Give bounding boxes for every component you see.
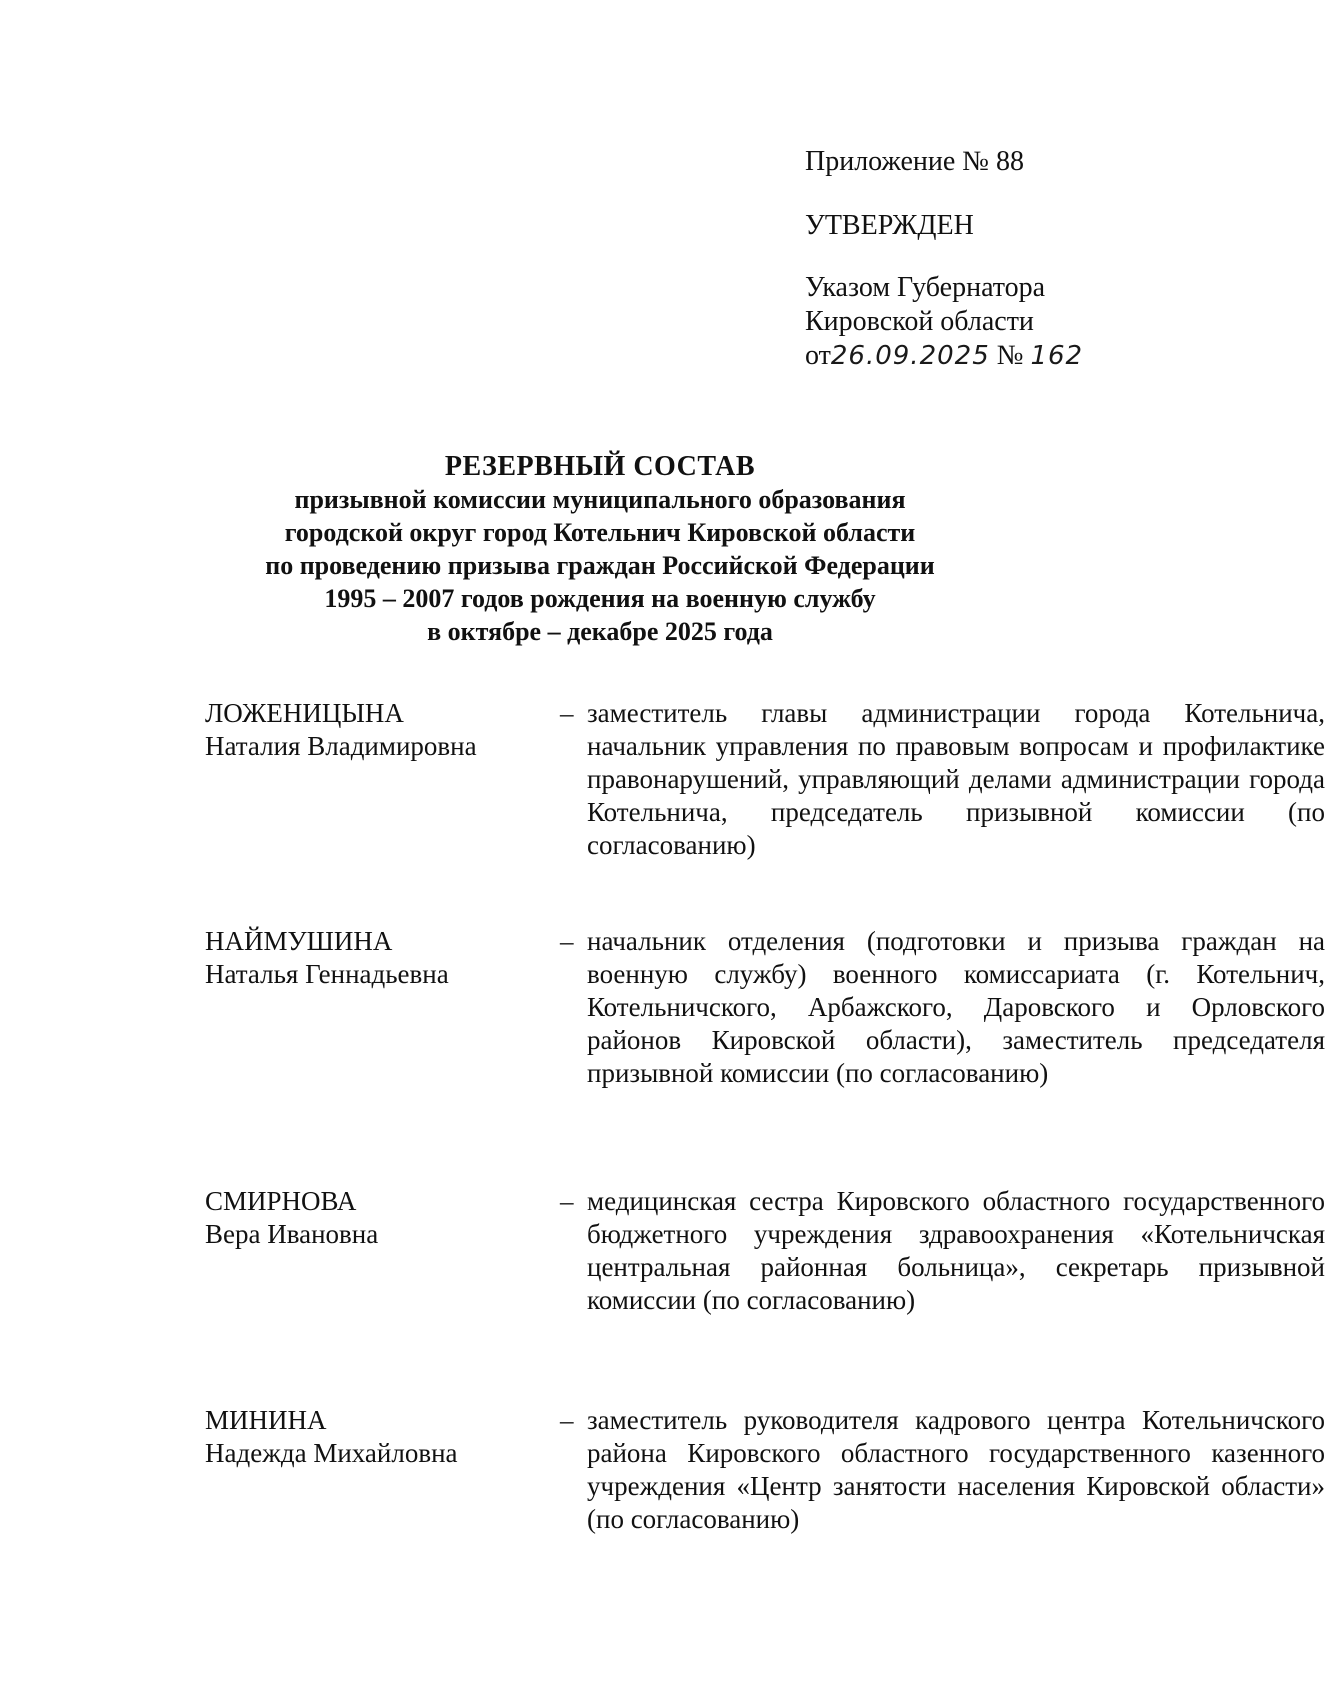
dash-separator: – <box>560 1186 574 1216</box>
title-line-3: по проведению призыва граждан Российской Федерации <box>265 551 935 580</box>
appendix-number: Приложение № 88 <box>805 146 1024 177</box>
member-surname: НАЙМУШИНА <box>205 926 393 956</box>
document-title <box>160 450 1040 648</box>
member-name <box>205 925 535 991</box>
dash-separator: – <box>560 698 574 728</box>
member-given-names: Вера Ивановна <box>205 1219 379 1249</box>
number-prefix: № <box>989 340 1031 371</box>
member-name <box>205 1185 535 1251</box>
member-name <box>205 1404 535 1470</box>
date-prefix: от <box>805 340 831 371</box>
member-surname: МИНИНА <box>205 1405 327 1435</box>
member-role: начальник отделения (подготовки и призыва граждан на военную службу) военного комиссариата (г. Котельнич, Котельничского, Арбажского, Даровского и Орловского районов Кировской области), заместитель председателя призывной комиссии (по согласованию) <box>587 926 1325 1088</box>
title-line-2: городской округ город Котельнич Кировской области <box>284 518 916 547</box>
approved-label: УТВЕРЖДЕН <box>805 210 974 241</box>
decree-line-1: Указом Губернатора <box>805 272 1046 303</box>
member-given-names: Наталия Владимировна <box>205 731 477 761</box>
title-line-5: в октябре – декабре 2025 года <box>427 617 773 646</box>
member-surname: СМИРНОВА <box>205 1186 357 1216</box>
approval-block <box>805 145 1165 373</box>
member-given-names: Наталья Геннадьевна <box>205 959 449 989</box>
decree-date-line <box>805 339 1165 373</box>
dash-separator: – <box>560 1405 574 1435</box>
title-main: РЕЗЕРВНЫЙ СОСТАВ <box>444 451 756 482</box>
title-line-4: 1995 – 2007 годов рождения на военную службу <box>324 584 876 613</box>
member-role: медицинская сестра Кировского областного государственного бюджетного учреждения здравоохранения «Котельничская центральная районная больница», секретарь призывной комиссии (по согласованию) <box>587 1186 1325 1315</box>
member-given-names: Надежда Михайловна <box>205 1438 458 1468</box>
member-surname: ЛОЖЕНИЦЫНА <box>205 698 404 728</box>
handwritten-number: 162 <box>1030 341 1084 371</box>
dash-separator: – <box>560 926 574 956</box>
member-role: заместитель главы администрации города Котельнича, начальник управления по правовым вопросам и профилактике правонарушений, управляющий делами администрации города Котельнича, председатель призывной комиссии (по согласованию) <box>587 698 1325 860</box>
title-line-1: призывной комиссии муниципального образования <box>294 485 906 514</box>
handwritten-date: 26.09.2025 <box>830 341 990 371</box>
member-role: заместитель руководителя кадрового центра Котельничского района Кировского областного государственного казенного учреждения «Центр занятости населения Кировской области» (по согласованию) <box>587 1405 1325 1534</box>
decree-line-2: Кировской области <box>805 306 1034 337</box>
member-name <box>205 697 535 763</box>
